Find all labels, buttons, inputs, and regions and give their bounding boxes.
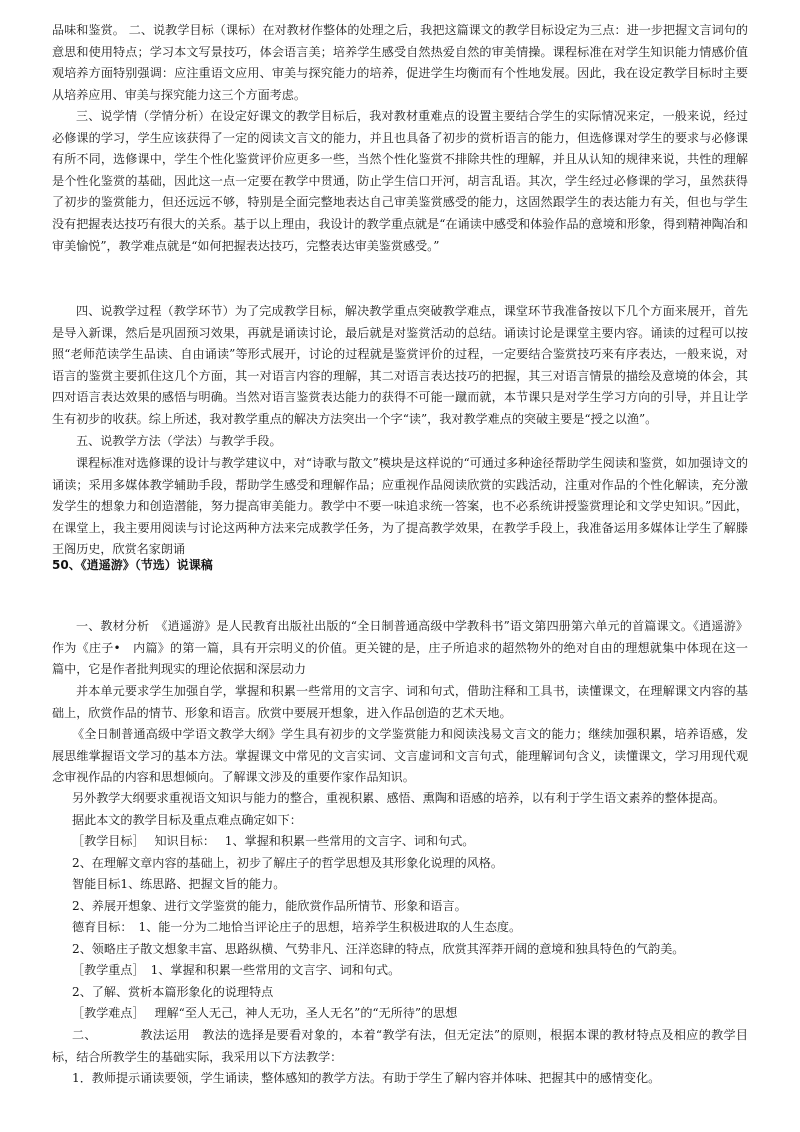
- paragraph-teaching-goals: 品味和鉴赏。 二、说教学目标（课标）在对教材作整体的处理之后，我把这篇课文的教学目标设定为三点：进一步把握文言词句的意思和使用特点；学习本文写景技巧，体会语言美；培养学生感受自然热爱自然的审美情操。课程标准在对学生知识能力情感价值观培养方面特别强调：应注重语文应用、审美与探究能力的培养，促进学生均衡而有个性地发展。因此，我在设定教学目标时主要从培养应用、审美与探究能力这三个方面考虑。: [52, 23, 748, 102]
- paragraph-method-1: 1．教师提示诵读要领，学生诵读，整体感知的教学方法。有助于学生了解内容并体味、把握其中的感情变化。: [72, 1071, 661, 1085]
- paragraph-goal-2: 2、在理解文章内容的基础上，初步了解庄子的哲学思想及其形象化说理的风格。: [72, 856, 503, 870]
- paragraph-moral-goal-2: 2、领略庄子散文想象丰富、思路纵横、气势非凡、汪洋恣肆的特点，欣赏其浑莽开阔的意境和独具特色的气韵美。: [72, 942, 685, 956]
- paragraph-methods-heading: 五、说教学方法（学法）与教学手段。: [76, 434, 282, 448]
- paragraph-ability-goal: 智能目标1、练思路、把握文旨的能力。: [72, 877, 286, 891]
- section-heading: 50、《逍遥游》（节选）说课稿: [52, 558, 213, 572]
- paragraph-key-points: ［教学重点］ 1、掌握和积累一些常用的文言字、词和句式。: [72, 963, 401, 977]
- paragraph-integration: 另外教学大纲要求重视语文知识与能力的整合，重视积累、感悟、熏陶和语感的培养，以有利于学生语文素养的整体提高。: [72, 791, 726, 805]
- paragraph-teaching-process: 四、说教学过程（教学环节）为了完成教学目标，解决教学重点突破教学难点，课堂环节我准备按以下几个方面来展开，首先是导入新课，然后是巩固预习效果，再就是诵读讨论，最后就是对鉴赏活动的总结。诵读讨论是课堂主要内容。诵读的过程可以按照“老师范读学生品读、自由诵读”等形式展开，讨论的过程就是鉴赏评价的过程，一定要结合鉴赏技巧来有序表达，一般来说，对语言的鉴赏主要抓住这几个方面，其一对语言内容的理解，其二对语言表达技巧的把握，其三对语言情景的描绘及意境的体会，其四对语言表达效果的感悟与明确。当然对语言鉴赏表达能力的获得不可能一蹴而就，本节课只是对学生学习方向的引导，并且让学生有初步的收获。综上所述，我对教学重点的解决方法突出一个字“读”，我对教学难点的突破主要是“授之以渔”。: [52, 304, 748, 426]
- paragraph-ability-goal-2: 2、养展开想象、进行文学鉴赏的能力，能欣赏作品所情节、形象和语言。: [72, 899, 467, 913]
- paragraph-material-analysis: 一、教材分析 《逍遥游》是人民教育出版社出版的“全日制普通高级中学教科书”语文第四册第六单元的首篇课文。《逍遥游》作为《庄子• 内篇》的第一篇，具有开宗明义的价值。更关键的是，庄子所追求的超然物外的绝对自由的理想就集中体现在这一篇中，它是作者批判现实的理论依据和深层动力: [52, 619, 748, 677]
- paragraph-moral-goal: 德育目标： 1、能一分为二地恰当评论庄子的思想，培养学生积极进取的人生态度。: [72, 920, 522, 934]
- paragraph-teaching-methods: 二、 教法运用 教法的选择是要看对象的，本着“教学有法，但无定法”的原则，根据本课的教材特点及相应的教学目标，结合所教学生的基础实际，我采用以下方法教学：: [52, 1028, 748, 1064]
- paragraph-syllabus: 《全日制普通高级中学语文教学大纲》学生具有初步的文学鉴赏能力和阅读浅易文言文的能力；继续加强积累，培养语感，发展思维掌握语文学习的基本方法。掌握课文中常见的文言实词、文言虚词和文言句式，能理解词句含义，读懂课文，学习用现代观念审视作品的内容和思想倾向。了解课文涉及的重要作家作品知识。: [52, 727, 748, 785]
- paragraph-goals-intro: 据此本文的教学目标及重点难点确定如下：: [72, 813, 302, 827]
- paragraph-teaching-goals-knowledge: ［教学目标］ 知识目标： 1、掌握和积累一些常用的文言字、词和句式。: [72, 834, 475, 848]
- paragraph-curriculum-standard: 课程标准对选修课的设计与教学建议中，对“诗歌与散文”模块是这样说的“可通过多种途径帮助学生阅读和鉴赏，如加强诗文的诵读；采用多媒体教学辅助手段，帮助学生感受和理解作品；应重视作品阅读欣赏的实践活动，注重对作品的个性化解读，充分激发学生的想象力和创造潜能，努力提高审美能力。教学中不要一味追求统一答案，也不必系统讲授鉴赏理论和文学史知识。”因此，在课堂上，我主要用阅读与讨论这两种方法来完成教学任务，为了提高教学效果，在教学手段上，我准备运用多媒体让学生了解滕王阁历史，欣赏名家朗诵: [52, 456, 748, 557]
- paragraph-difficulties: ［教学难点］ 理解“至人无己，神人无功，圣人无名”的“无所待”的思想: [72, 1006, 458, 1020]
- paragraph-key-points-2: 2、了解、赏析本篇形象化的说理特点: [72, 985, 274, 999]
- paragraph-learning-analysis: 三、说学情（学情分析）在设定好课文的教学目标后，我对教材重难点的设置主要结合学生的实际情况来定，一般来说，经过必修课的学习，学生应该获得了一定的阅读文言文的能力，并且也具备了初步的赏析语言的能力，但选修课对学生的要求与必修课有所不同，选修课中，学生个性化鉴赏评价应更多一些，当然个性化鉴赏不排除共性的理解，并且从认知的规律来说，共性的理解是个性化鉴赏的基础，因此这一点一定要在教学中贯通，防止学生信口开河，胡言乱语。其次，学生经过必修课的学习，虽然获得了初步的鉴赏能力，但还远远不够，特别是全面完整地表达自己审美鉴赏感受的能力，这固然跟学生的表达能力有关，但也与学生没有把握表达技巧有很大的关系。基于以上理由，我设计的教学重点就是“在诵读中感受和体验作品的意境和形象，得到精神陶冶和审美愉悦”，教学难点就是“如何把握表达技巧，完整表达审美鉴赏感受。”: [52, 109, 748, 253]
- paragraph-unit-requirements: 并本单元要求学生加强自学，掌握和积累一些常用的文言字、词和句式，借助注释和工具书，读懂课文，在理解课文内容的基础上，欣赏作品的情节、形象和语言。欣赏中要展开想象，进入作品创造的艺术天地。: [52, 684, 748, 720]
